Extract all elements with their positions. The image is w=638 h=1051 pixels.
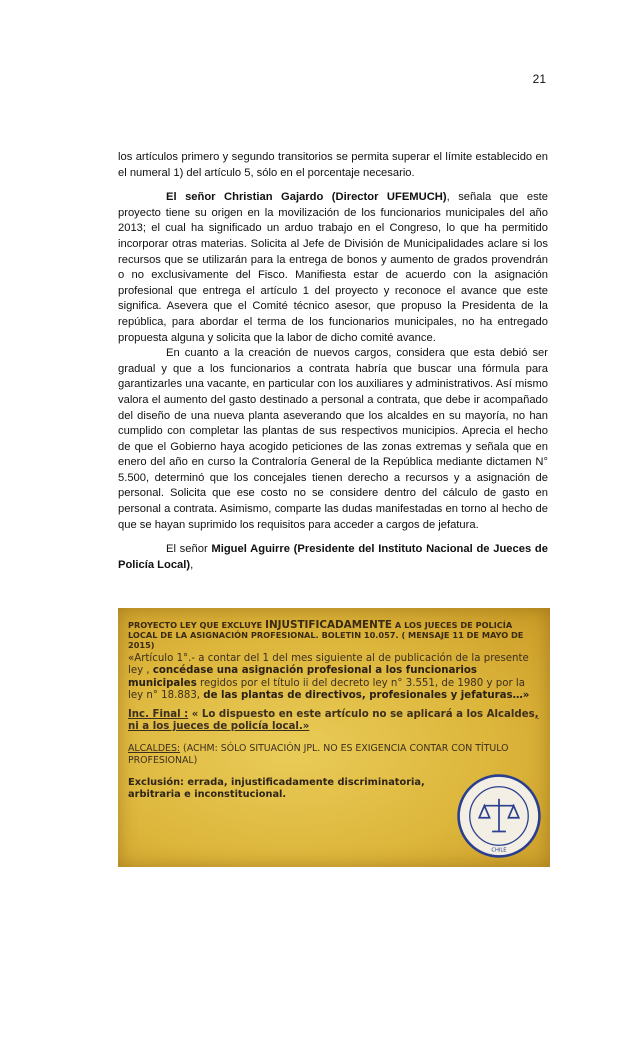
institute-seal-icon [456, 773, 542, 859]
quote-b: concédase una asignación profesional a los funcionarios municipales [128, 665, 477, 689]
slide-title-a: PROYECTO LEY QUE EXCLUYE [128, 620, 266, 630]
slide-title-c: A LOS JUECES DE POLICÍA LOCAL DE LA ASIGNACIÓN PROFESIONAL. BOLETIN 10.057. ( MENSAJE 11 DE MAYO DE 2015) [128, 620, 524, 650]
paragraph-aguirre [118, 542, 548, 573]
speaker-aguirre: Miguel Aguirre (Presidente del Instituto Nacional de Jueces de Policía Local) [118, 543, 548, 571]
body-text [118, 150, 548, 573]
slide-article-quote [128, 653, 540, 703]
aguirre-suffix: , [190, 558, 194, 571]
page-number: 21 [532, 72, 546, 86]
slide-inciso-final [128, 709, 540, 734]
aguirre-prefix: El señor [166, 543, 212, 556]
paragraph-1: los artículos primero y segundo transitorios se permita superar el límite establecido en el numeral 1) del artículo 5, sólo en el porcentaje necesario. [118, 151, 548, 179]
slide-title-emphasis: INJUSTIFICADAMENTE [265, 619, 393, 631]
seal-bottom-text: CHILE [491, 847, 507, 854]
slide-title [128, 620, 540, 650]
inc-b: , ni a los jueces de policía local.» [128, 708, 539, 733]
gajardo-text: , señala que este proyecto tiene su origen en la movilización de los funcionarios municipales del año 2013; el cual ha significado un arduo trabajo en el Congreso, lo que ha permitido incorporar otras materias. Solicita al Jefe de División de Municipalidades aclare si los recursos que se utilizarán para la entrega de bonos y aumento de grados provendrán o no exclusivamente del Fisco. Manifiesta estar de acuerdo con la asignación profesional que entrega el artículo 1 del proyecto y reconoce el avance que este significa. Asevera que el Comité técnico asesor, que propuso la Presidenta de la república, para abordar el terma de los funcionarios municipales, no ha entregado propuesta alguna y solicita que la labor de dicho comité avance. [118, 191, 548, 344]
quote-c: regidos por el título ii del decreto ley n° 3.551, de 1980 y por la ley n° 18.883, [128, 677, 525, 702]
slide-image [118, 608, 550, 867]
inc-label: Inc. Final : [128, 708, 189, 720]
speaker-gajardo: El señor Christian Gajardo (Director UFEMUCH) [166, 191, 447, 204]
paragraph-gajardo [118, 190, 548, 346]
paragraph-cargos: En cuanto a la creación de nuevos cargos, considera que esta debió ser gradual y que a los funcionarios a contrata habría que buscar una fórmula para garantizarles una vacante, en particular con los auxiliares y administrativos. Así mismo valora el aumento del gasto destinado a personal a contrata, que debe ir acompañado del diseño de una nueva planta aseverando que los alcaldes en su mayoría, no han cumplido con completar las plantas de sus respectivos municipios. Aprecia el hecho de que el Gobierno haya acogido peticiones de las zonas extremas y señala que en enero del año en curso la Contraloría General de la República mediante dictamen N° 5.500, determinó que los concejales tienen derecho a recursos y a asignación de personal. Solicita que ese costo no se considere dentro del cálculo de gasto en personal a contrata. Asimismo, comparte las dudas manifestadas en torno al hecho de que se hayan suprimido los requisitos para acceder a cargos de jefatura. [118, 347, 548, 531]
inc-a: « Lo dispuesto en este artículo no se aplicará a los Alcaldes [188, 708, 535, 720]
slide-alcaldes [128, 743, 540, 766]
slide-exclusion: Exclusión: errada, injustificadamente discriminatoria, arbitraria e inconstitucional. [128, 776, 425, 800]
alc-text: (ACHM: SÓLO SITUACIÓN JPL. NO ES EXIGENCIA CONTAR CON TÍTULO PROFESIONAL) [128, 743, 509, 767]
quote-a: «Artículo 1°.- a contar del 1 del mes siguiente al de publicación de la presente ley , [128, 653, 529, 677]
alc-label: ALCALDES: [128, 743, 181, 755]
quote-d: de las plantas de directivos, profesionales y jefaturas…» [203, 690, 530, 702]
